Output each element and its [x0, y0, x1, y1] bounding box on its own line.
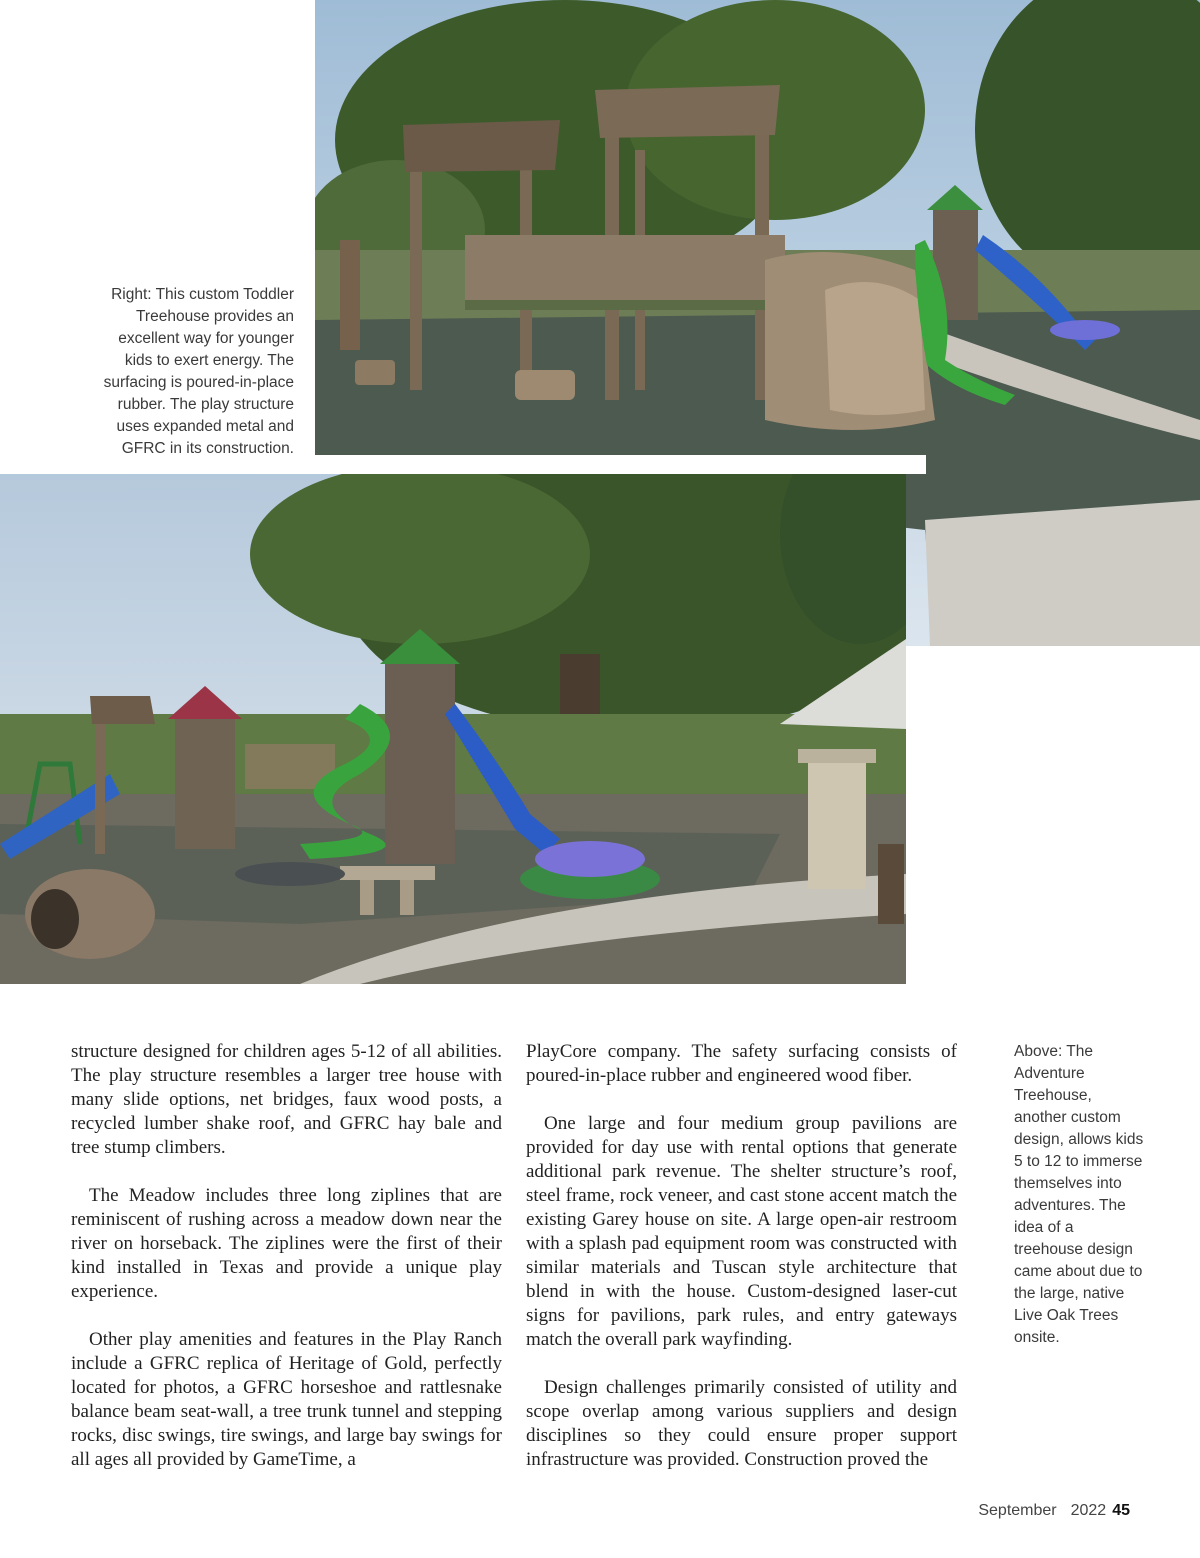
folio-year: 2022 [1070, 1502, 1107, 1519]
page-number: 45 [1112, 1502, 1130, 1519]
paragraph: One large and four medium group pavilions are provided for day use with rental options that generate additional park revenue. The shelter structure’s roof, steel frame, rock veneer, and cast stone accent match the existing Garey house on site. A large open-air restroom with a splash pad equipment room was constructed with similar materials and Tuscan style architecture that blend in with the house. Custom-designed laser-cut signs for pavilions, park rules, and entry gateways match the overall park wayfinding. [526, 1113, 957, 1350]
caption-adventure-treehouse: Above: The Adventure Treehouse, another custom design, allows kids 5 to 12 to immerse themselves into adventures. The idea of a treehouse design came about due to the large, native Live Oak Trees onsite. [1014, 1043, 1144, 1346]
article-column-2 [526, 1040, 957, 1496]
paragraph: PlayCore company. The safety surfacing consists of poured-in-place rubber and engineered wood fiber. [526, 1041, 957, 1086]
paragraph: Design challenges primarily consisted of utility and scope overlap among various suppliers and design disciplines so they could ensure proper support infrastructure was provided. Construction proved the [526, 1377, 957, 1470]
folio-month: September [978, 1502, 1057, 1519]
article-column-1 [71, 1040, 502, 1496]
photo-gutter [315, 455, 926, 474]
paragraph: Other play amenities and features in the Play Ranch include a GFRC replica of Heritage of Gold, perfectly located for photos, a GFRC horseshoe and rattlesnake balance beam seat-wall, a tree trunk tunnel and stepping rocks, disc swings, tire swings, and large bay swings for all ages all provided by GameTime, a [71, 1329, 502, 1470]
paragraph: structure designed for children ages 5-12 of all abilities. The play structure resembles a larger tree house with many slide options, net bridges, faux wood posts, a recycled lumber shake roof, and GFRC hay bale and tree stump climbers. [71, 1041, 502, 1158]
paragraph: The Meadow includes three long ziplines that are reminiscent of rushing across a meadow down near the river on horseback. The ziplines were the first of their kind installed in Texas and provide a unique play experience. [71, 1185, 502, 1302]
adventure-treehouse-photo [0, 474, 906, 984]
caption-toddler-treehouse: Right: This custom Toddler Treehouse provides an excellent way for younger kids to exert energy. The surfacing is poured-in-place rubber. The play structure uses expanded metal and GFRC in its construction. [103, 286, 294, 457]
page-folio [978, 1502, 1130, 1520]
